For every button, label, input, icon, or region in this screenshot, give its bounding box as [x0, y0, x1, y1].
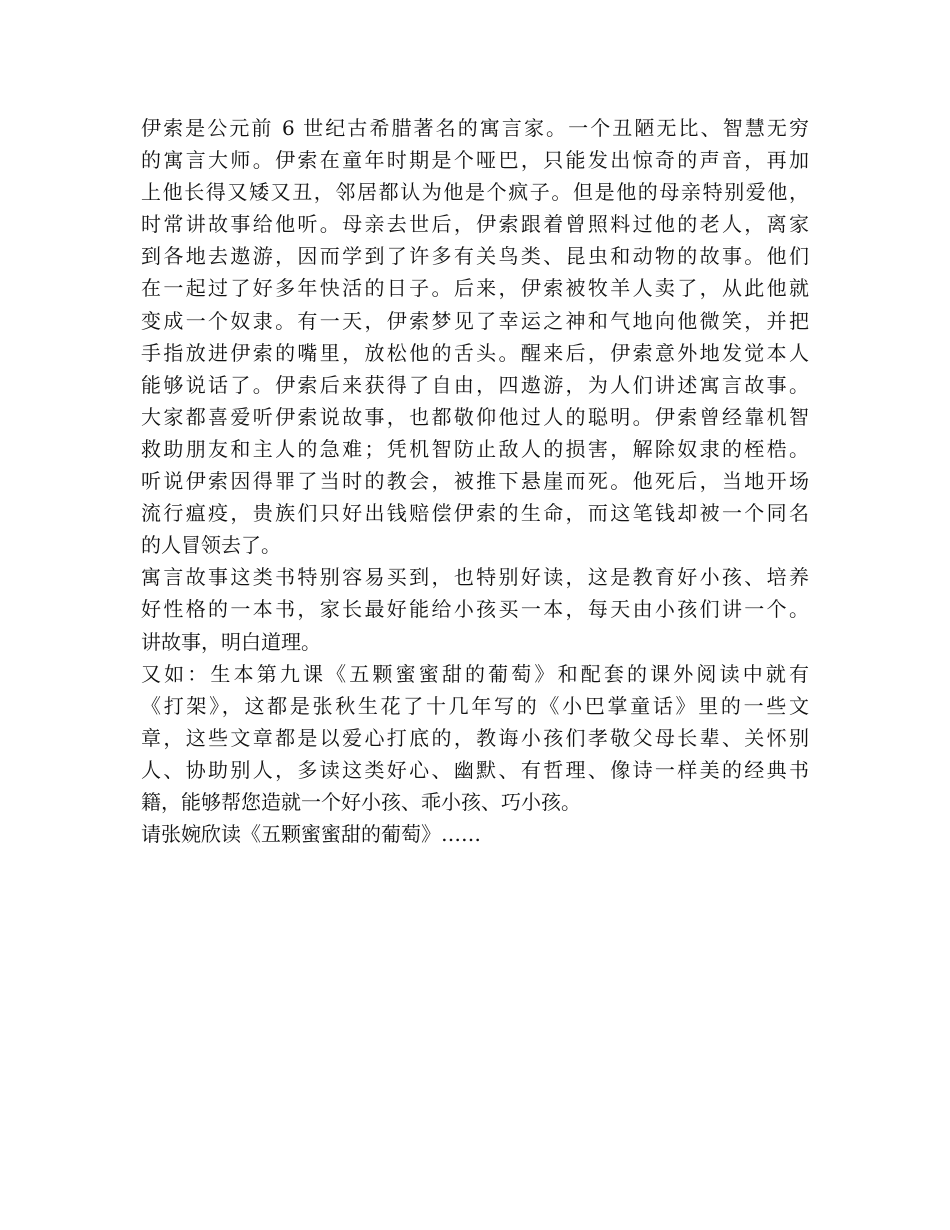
text-line: 手指放进伊索的嘴里，放松他的舌头。醒来后，伊索意外地发觉本人	[141, 340, 809, 365]
text-line: 到各地去遨游，因而学到了许多有关鸟类、昆虫和动物的故事。他们	[141, 244, 809, 269]
text-line: 时常讲故事给他听。母亲去世后，伊索跟着曾照料过他的老人，离家	[141, 212, 809, 237]
text-line: 《打架》，这都是张秋生花了十几年写的《小巴掌童话》里的一些文	[141, 693, 809, 718]
text-line: 听说伊索因得罪了当时的教会，被推下悬崖而死。他死后，当地开场	[141, 469, 809, 494]
text-line: 请张婉欣读《五颗蜜蜜甜的葡萄》……	[141, 822, 481, 847]
text-line: 人、协助别人，多读这类好心、幽默、有哲理、像诗一样美的经典书	[141, 757, 809, 782]
text-line: 的寓言大师。伊索在童年时期是个哑巴，只能发出惊奇的声音，再加	[141, 148, 809, 173]
text-line: 好性格的一本书，家长最好能给小孩买一本，每天由小孩们讲一个。	[141, 597, 809, 622]
text-line: 能够说话了。伊索后来获得了自由，四遨游，为人们讲述寓言故事。	[141, 372, 809, 397]
text-line: 救助朋友和主人的急难；凭机智防止敌人的损害，解除奴隶的桎梏。	[141, 436, 809, 461]
text-line: 在一起过了好多年快活的日子。后来，伊索被牧羊人卖了，从此他就	[141, 276, 809, 301]
text-line: 上他长得又矮又丑，邻居都认为他是个疯子。但是他的母亲特别爱他，	[141, 180, 809, 205]
text-line: 变成一个奴隶。有一天，伊索梦见了幸运之神和气地向他微笑，并把	[141, 308, 809, 333]
text-line: 伊索是公元前 6 世纪古希腊著名的寓言家。一个丑陋无比、智慧无穷	[141, 116, 809, 140]
text-line: 又如：生本第九课《五颗蜜蜜甜的葡萄》和配套的课外阅读中就有	[141, 661, 809, 686]
text-line: 籍，能够帮您造就一个好小孩、乖小孩、巧小孩。	[141, 789, 581, 814]
text-line: 的人冒领去了。	[141, 533, 281, 558]
text-line: 流行瘟疫，贵族们只好出钱赔偿伊索的生命，而这笔钱却被一个同名	[141, 501, 809, 526]
text-line: 大家都喜爱听伊索说故事，也都敬仰他过人的聪明。伊索曾经靠机智	[141, 404, 809, 429]
text-line: 寓言故事这类书特别容易买到，也特别好读，这是教育好小孩、培养	[141, 565, 809, 590]
document-body	[141, 112, 809, 850]
text-line: 章，这些文章都是以爱心打底的，教诲小孩们孝敬父母长辈、关怀别	[141, 725, 809, 750]
text-line: 讲故事，明白道理。	[141, 629, 321, 654]
